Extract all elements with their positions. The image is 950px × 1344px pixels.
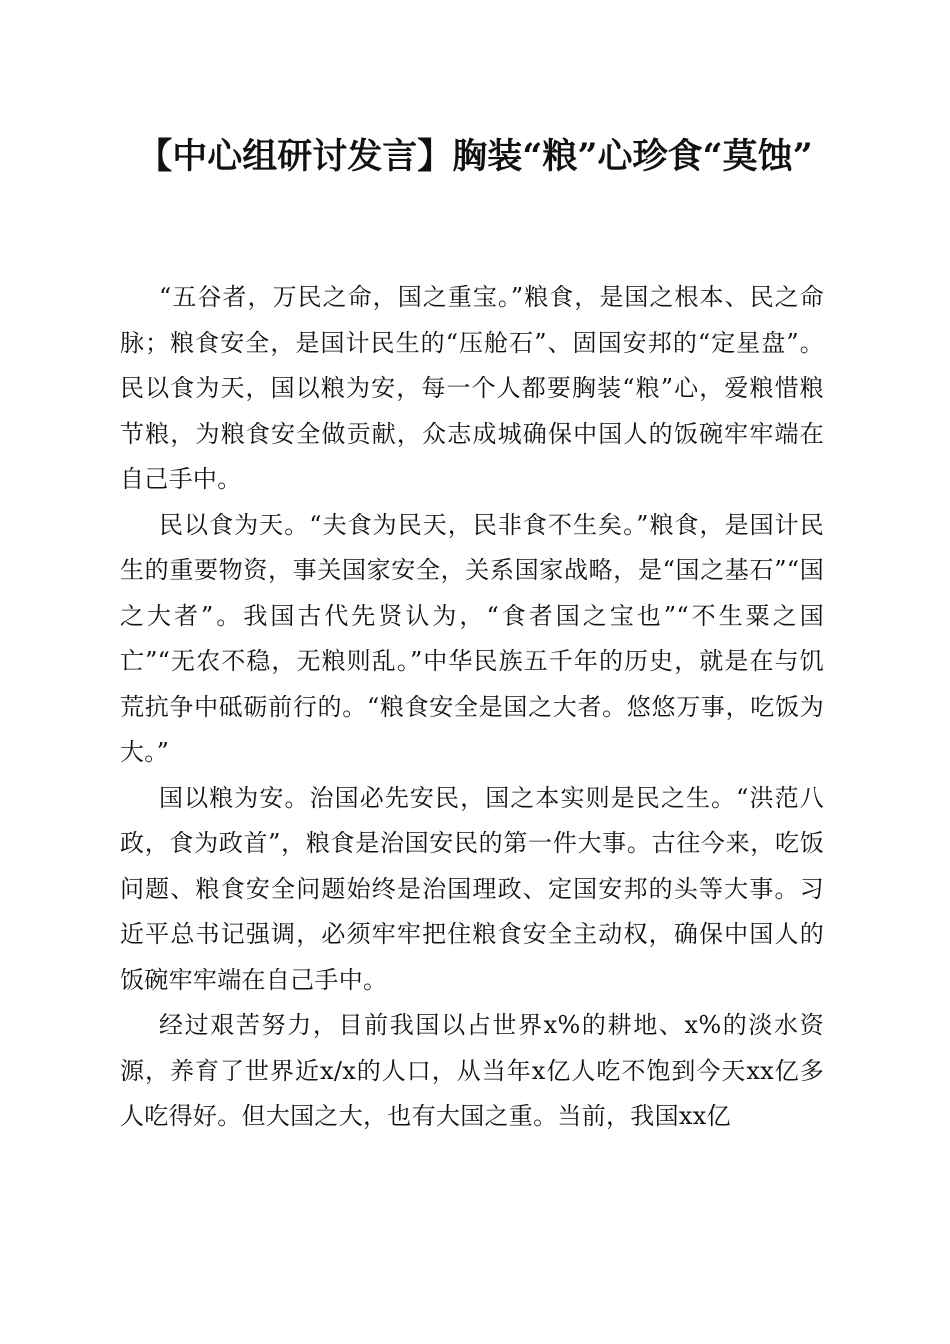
paragraph-3: 国以粮为安。治国必先安民，国之本实则是民之生。“洪范八政，食为政首”，粮食是治国安民的第一件大事。古往今来，吃饭问题、粮食安全问题始终是治国理政、定国安邦的头等大事。习近平总书记强调，必须牢牢把住粮食安全主动权，确保中国人的饭碗牢牢端在自己手中。 xyxy=(120,783,824,994)
paragraph-1: “五谷者，万民之命，国之重宝。”粮食，是国之根本、民之命脉；粮食安全，是国计民生的“压舱石”、固国安邦的“定星盘”。民以食为天，国以粮为安，每一个人都要胸装“粮”心，爱粮惜粮节粮，为粮食安全做贡献，众志成城确保中国人的饭碗牢牢端在自己手中。 xyxy=(120,283,824,493)
document-body xyxy=(120,275,824,1140)
document-title: 【中心组研讨发言】胸装“粮”心珍食“莫蚀” xyxy=(137,136,813,177)
paragraph-2: 民以食为天。“夫食为民天，民非食不生矣。”粮食，是国计民生的重要物资，事关国家安全，关系国家战略，是“国之基石”“国之大者”。我国古代先贤认为，“食者国之宝也”“不生粟之国亡”“无农不稳，无粮则乱。”中华民族五千年的历史，就是在与饥荒抗争中砥砺前行的。“粮食安全是国之大者。悠悠万事，吃饭为大。” xyxy=(120,510,824,766)
paragraph-4: 经过艰苦努力，目前我国以占世界x%的耕地、x%的淡水资源，养育了世界近x/x的人口，从当年x亿人吃不饱到今天xx亿多人吃得好。但大国之大，也有大国之重。当前，我国xx亿 xyxy=(120,1011,824,1130)
